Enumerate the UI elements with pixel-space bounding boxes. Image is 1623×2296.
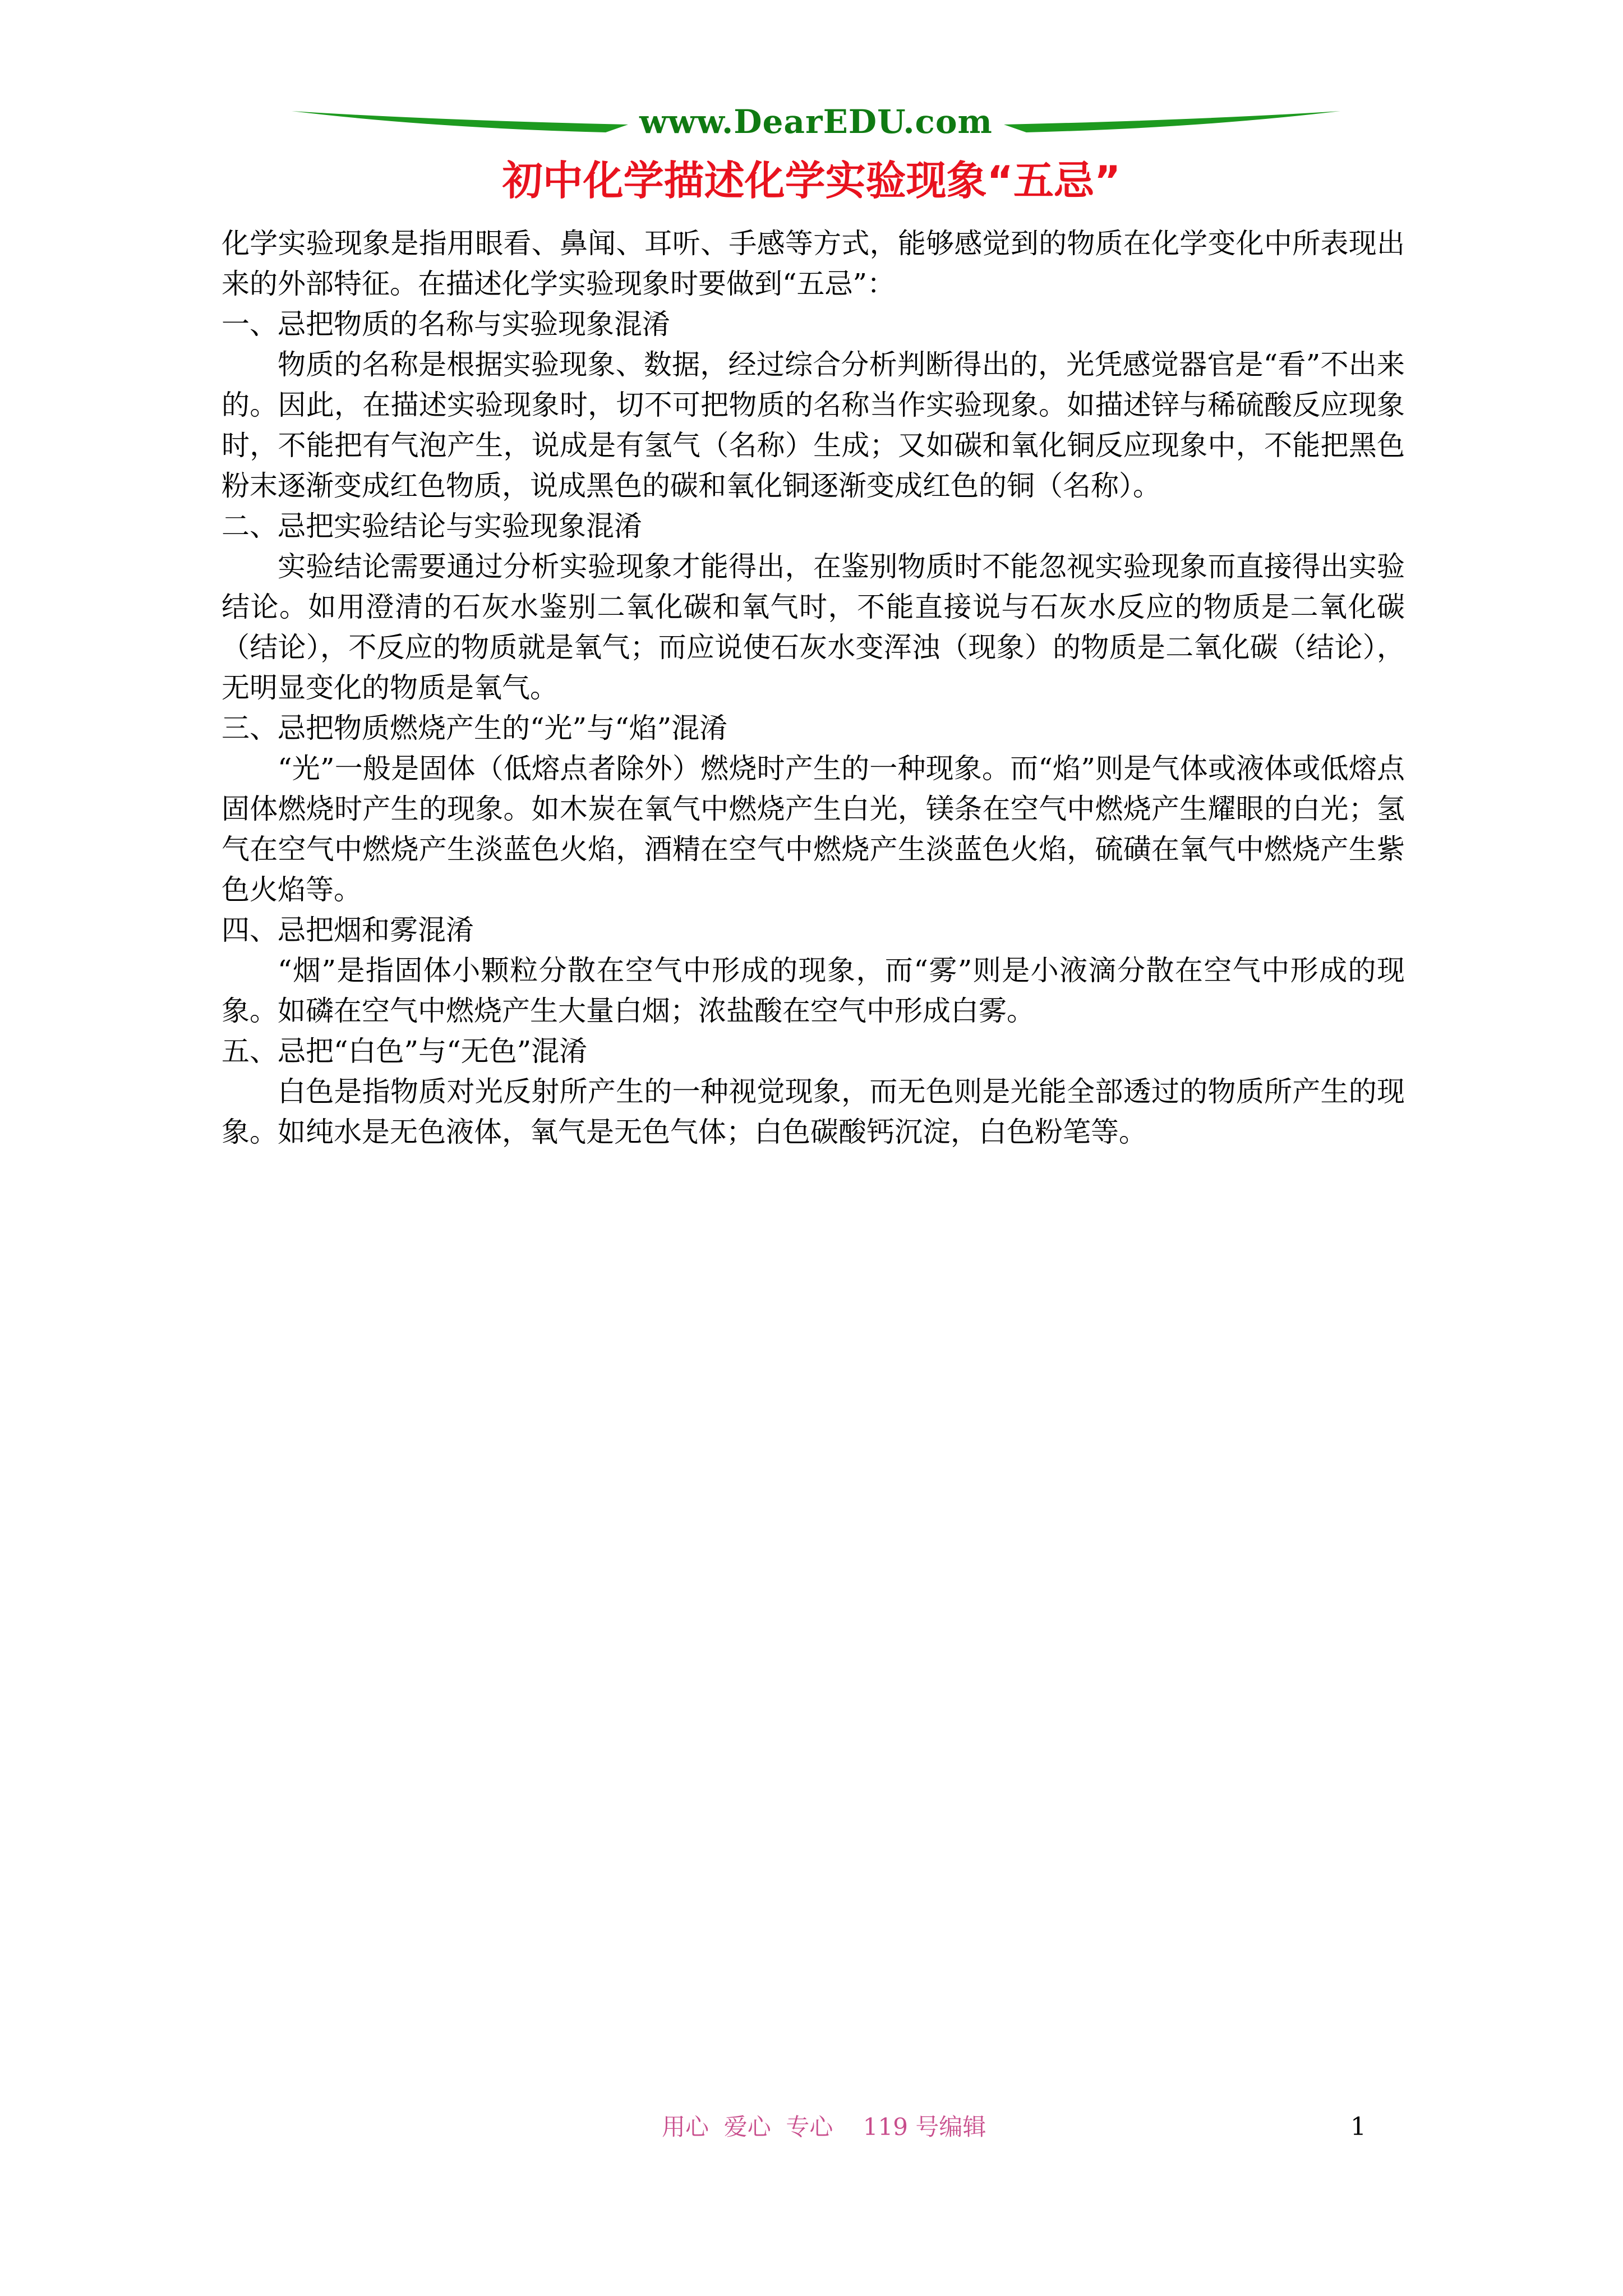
section-heading-3: 三、忌把物质燃烧产生的“光”与“焰”混淆 bbox=[222, 712, 728, 744]
section-paragraph-3: “光”一般是固体（低熔点者除外）燃烧时产生的一种现象。而“焰”则是气体或液体或低熔点固体燃烧时产生的现象。如木炭在氧气中燃烧产生白光，镁条在空气中燃烧产生耀眼的白光；氢气在空气中燃烧产生淡蓝色火焰，酒精在空气中燃烧产生淡蓝色火焰，硫磺在氧气中燃烧产生紫色火焰等。 bbox=[222, 752, 1405, 906]
site-logo-text: www.DearEDU.com bbox=[639, 103, 993, 141]
section-paragraph-5: 白色是指物质对光反射所产生的一种视觉现象，而无色则是光能全部透过的物质所产生的现象。如纯水是无色液体，氧气是无色气体；白色碳酸钙沉淀，白色粉笔等。 bbox=[222, 1075, 1405, 1148]
document-body bbox=[222, 223, 1405, 1152]
section-paragraph-4: “烟”是指固体小颗粒分散在空气中形成的现象，而“雾”则是小液滴分散在空气中形成的现象。如磷在空气中燃烧产生大量白烟；浓盐酸在空气中形成白雾。 bbox=[222, 954, 1405, 1027]
intro-paragraph: 化学实验现象是指用眼看、鼻闻、耳听、手感等方式，能够感觉到的物质在化学变化中所表现出来的外部特征。在描述化学实验现象时要做到“五忌”： bbox=[222, 227, 1405, 300]
section-heading-4: 四、忌把烟和雾混淆 bbox=[222, 914, 474, 946]
section-heading-2: 二、忌把实验结论与实验现象混淆 bbox=[222, 510, 642, 542]
section-heading-5: 五、忌把“白色”与“无色”混淆 bbox=[222, 1035, 588, 1068]
document-title: 初中化学描述化学实验现象“五忌” bbox=[502, 157, 1121, 204]
section-heading-1: 一、忌把物质的名称与实验现象混淆 bbox=[222, 308, 670, 341]
header-banner bbox=[292, 99, 1340, 155]
section-paragraph-2: 实验结论需要通过分析实验现象才能得出，在鉴别物质时不能忽视实验现象而直接得出实验结论。如用澄清的石灰水鉴别二氧化碳和氧气时，不能直接说与石灰水反应的物质是二氧化碳（结论），不反应的物质就是氧气；而应说使石灰水变浑浊（现象）的物质是二氧化碳（结论），无明显变化的物质是氧气。 bbox=[222, 550, 1405, 704]
page-number: 1 bbox=[1350, 2113, 1366, 2141]
footer-credit: 用心 爱心 专心 119 号编辑 bbox=[662, 2113, 986, 2141]
section-paragraph-1: 物质的名称是根据实验现象、数据，经过综合分析判断得出的，光凭感觉器官是“看”不出来的。因此，在描述实验现象时，切不可把物质的名称当作实验现象。如描述锌与稀硫酸反应现象时，不能把有气泡产生，说成是有氢气（名称）生成；又如碳和氧化铜反应现象中，不能把黑色粉末逐渐变成红色物质，说成黑色的碳和氧化铜逐渐变成红色的铜（名称）。 bbox=[222, 348, 1405, 502]
